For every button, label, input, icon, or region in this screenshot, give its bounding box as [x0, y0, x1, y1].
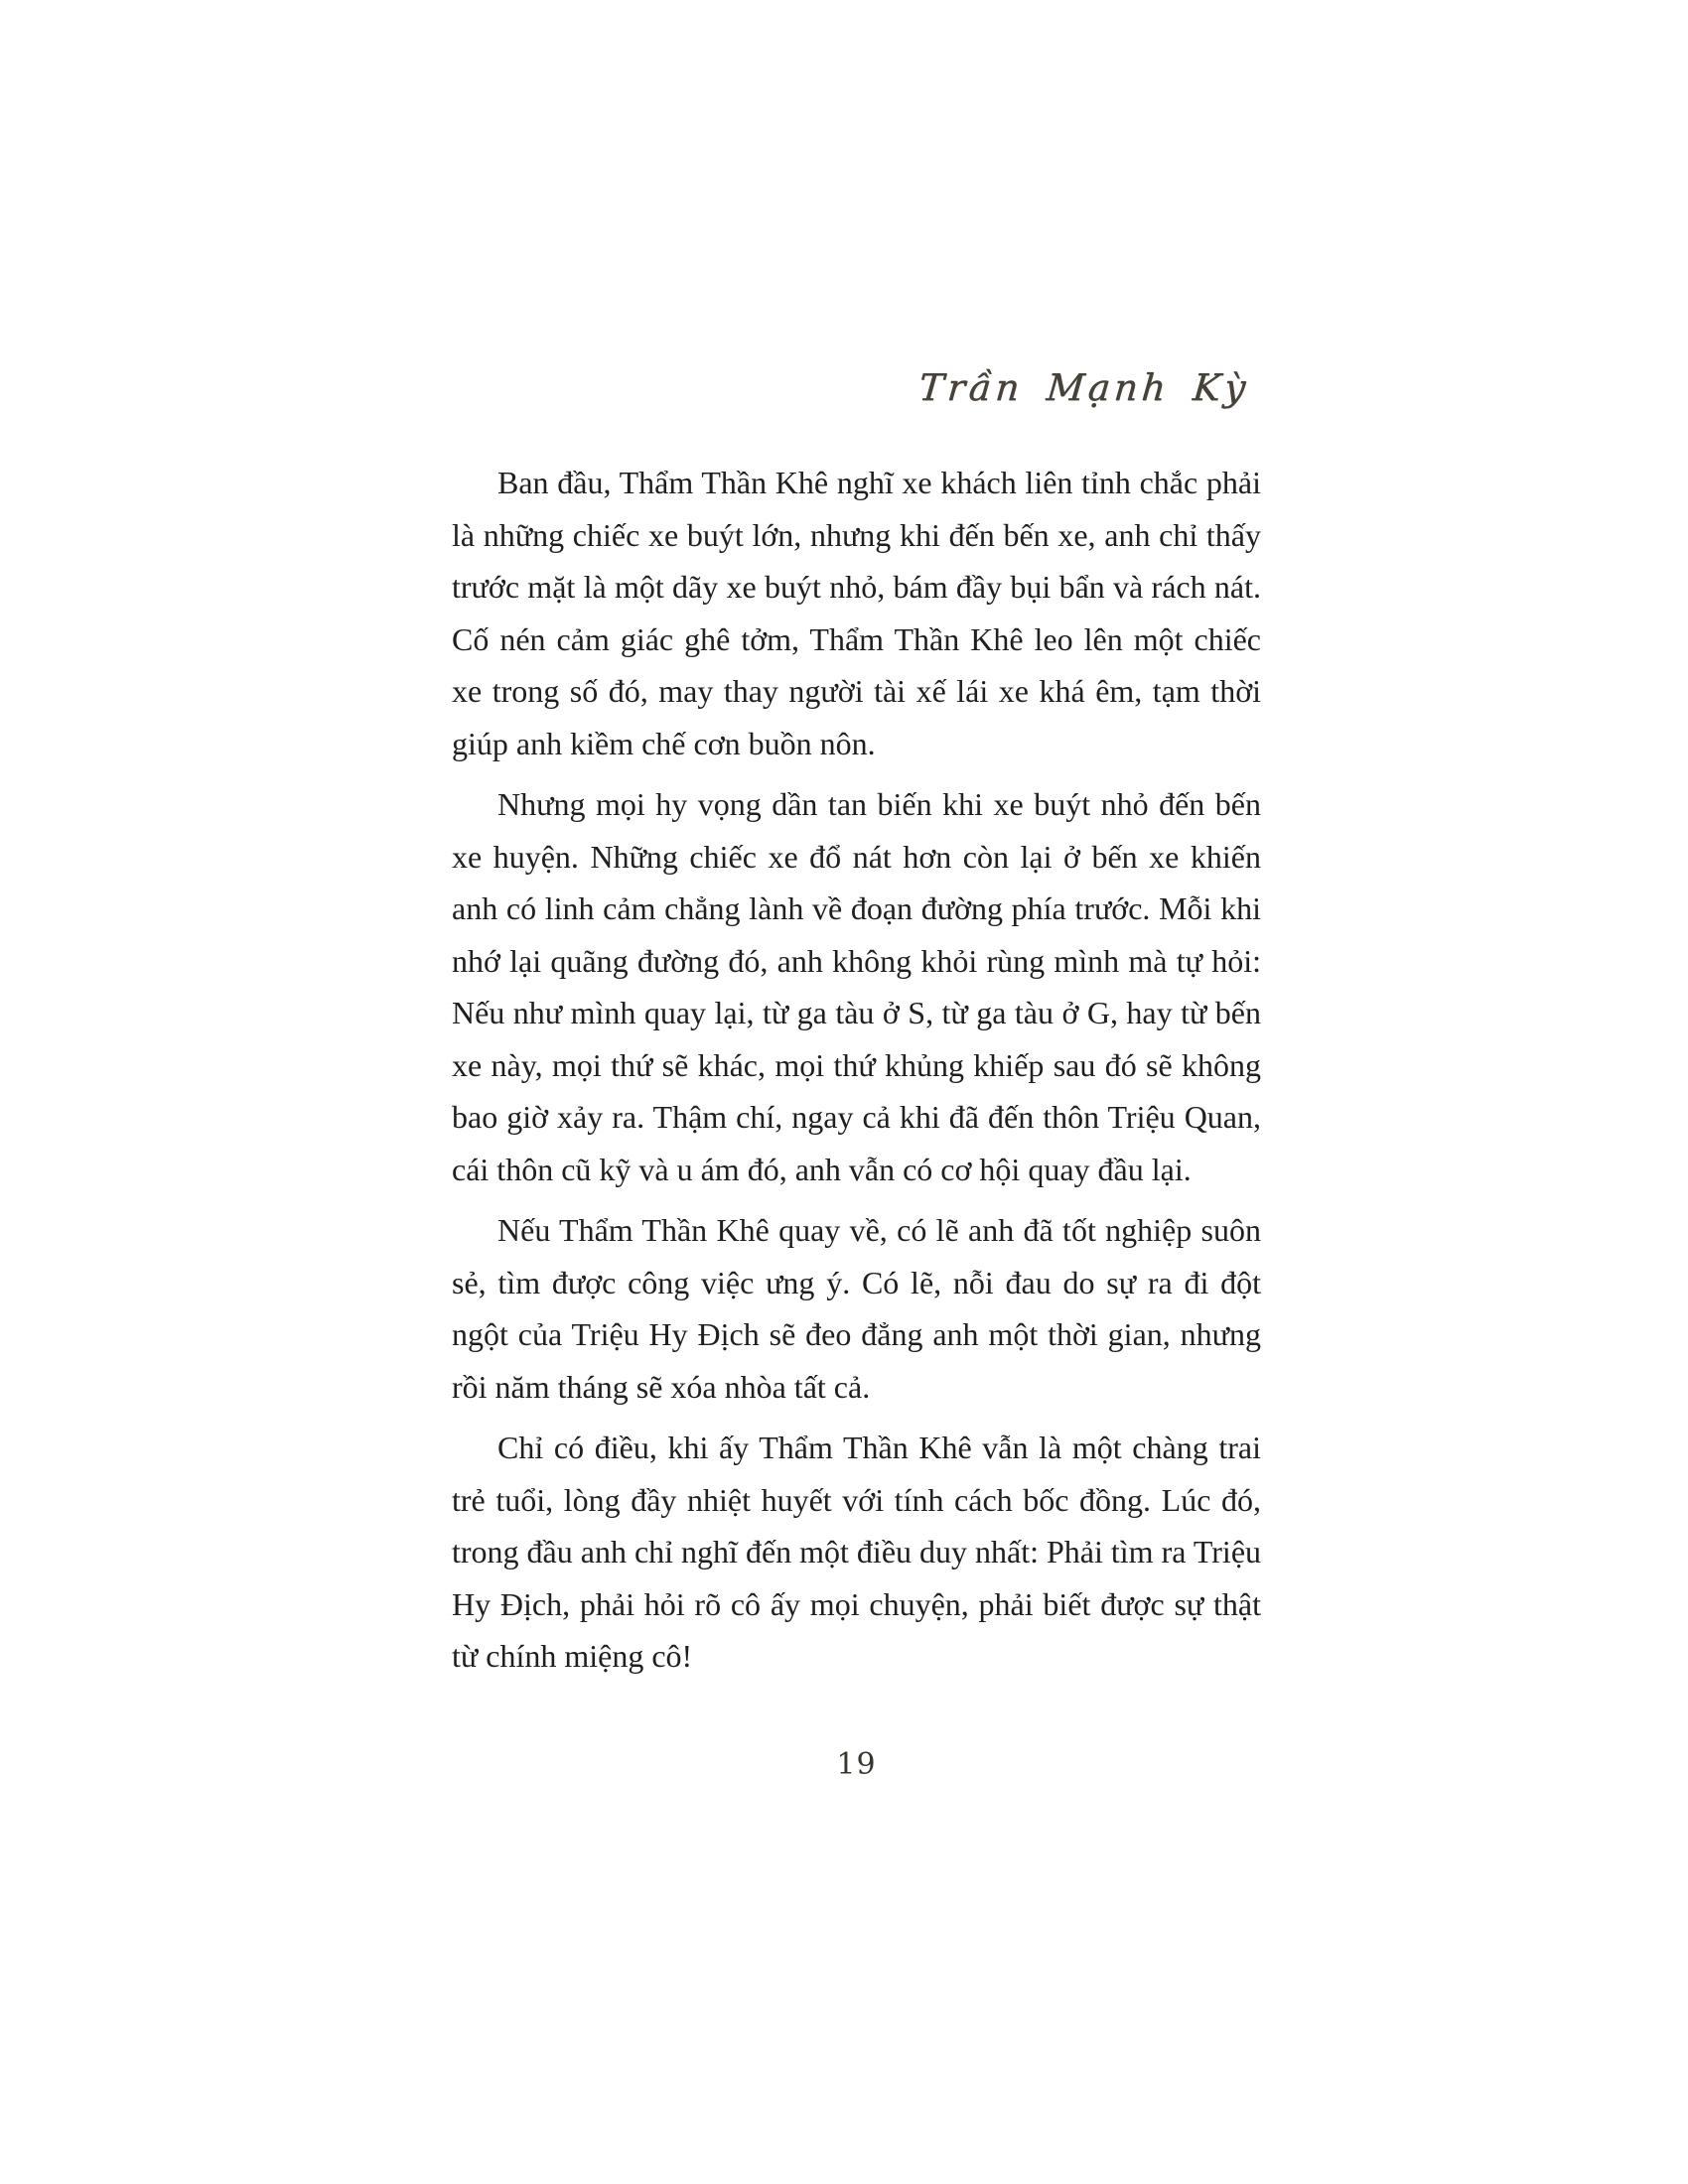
author-name-header: Trần Mạnh Kỳ — [916, 366, 1251, 409]
body-text — [452, 457, 1261, 1683]
body-paragraph: Nhưng mọi hy vọng dần tan biến khi xe buýt nhỏ đến bến xe huyện. Những chiếc xe đổ nát hơn còn lại ở bến xe khiến anh có linh cảm chẳng lành về đoạn đường phía trước. Mỗi khi nhớ lại quãng đường đó, anh không khỏi rùng mình mà tự hỏi: Nếu như mình quay lại, từ ga tàu ở S, từ ga tàu ở G, hay từ bến xe này, mọi thứ sẽ khác, mọi thứ khủng khiếp sau đó sẽ không bao giờ xảy ra. Thậm chí, ngay cả khi đã đến thôn Triệu Quan, cái thôn cũ kỹ và u ám đó, anh vẫn có cơ hội quay đầu lại. — [452, 786, 1261, 1187]
text-column — [452, 359, 1261, 1692]
body-paragraph: Nếu Thẩm Thần Khê quay về, có lẽ anh đã tốt nghiệp suôn sẻ, tìm được công việc ưng ý. Có lẽ, nỗi đau do sự ra đi đột ngột của Triệu Hy Địch sẽ đeo đẳng anh một thời gian, nhưng rồi năm tháng sẽ xóa nhòa tất cả. — [452, 1212, 1261, 1405]
body-paragraph: Chỉ có điều, khi ấy Thẩm Thần Khê vẫn là một chàng trai trẻ tuổi, lòng đầy nhiệt huyết với tính cách bốc đồng. Lúc đó, trong đầu anh chỉ nghĩ đến một điều duy nhất: Phải tìm ra Triệu Hy Địch, phải hỏi rõ cô ấy mọi chuyện, phải biết được sự thật từ chính miệng cô! — [452, 1430, 1262, 1674]
body-paragraph: Ban đầu, Thẩm Thần Khê nghĩ xe khách liên tỉnh chắc phải là những chiếc xe buýt lớn, nhưng khi đến bến xe, anh chỉ thấy trước mặt là một dãy xe buýt nhỏ, bám đầy bụi bẩn và rách nát. Cố nén cảm giác ghê tởm, Thẩm Thần Khê leo lên một chiếc xe trong số đó, may thay người tài xế lái xe khá êm, tạm thời giúp anh kiềm chế cơn buồn nôn. — [452, 465, 1261, 761]
page-number: 19 — [836, 1747, 877, 1782]
